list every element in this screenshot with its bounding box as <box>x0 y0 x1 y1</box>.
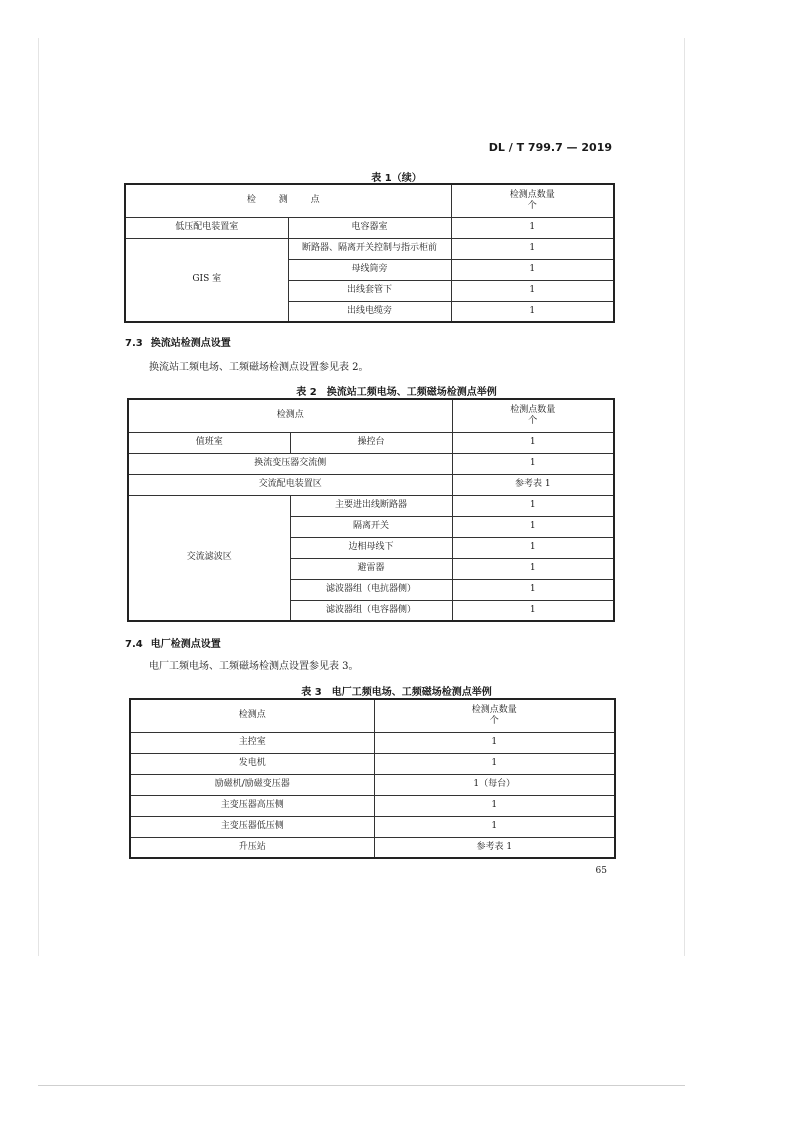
table-row <box>128 474 614 495</box>
table1-count: 1 <box>451 301 614 322</box>
table2-count: 1 <box>452 453 614 474</box>
table2-header-row <box>128 399 614 432</box>
table1-group-lowvoltage: 低压配电装置室 <box>125 217 288 238</box>
table2-count: 1 <box>452 558 614 579</box>
table2-count: 参考表 1 <box>452 474 614 495</box>
page-bottom-line <box>38 1085 685 1086</box>
table3-item: 发电机 <box>130 753 374 774</box>
table2-item: 隔离开关 <box>290 516 452 537</box>
table3-item: 励磁机/励磁变压器 <box>130 774 374 795</box>
table3 <box>129 698 616 859</box>
section-7-4-heading <box>125 635 221 650</box>
table3-item: 主变压器高压侧 <box>130 795 374 816</box>
table3-header-count: 检测点数量 个 <box>374 699 615 732</box>
table2-header-count: 检测点数量 个 <box>452 399 614 432</box>
section-number: 7.3 <box>125 338 143 349</box>
table1-item: 出线套管下 <box>288 280 451 301</box>
table3-caption: 表 3 电厂工频电场、工频磁场检测点举例 <box>301 687 492 698</box>
table-row <box>130 753 615 774</box>
table3-item: 升压站 <box>130 837 374 858</box>
table3-count: 1（每台） <box>374 774 615 795</box>
section-number: 7.4 <box>125 639 143 650</box>
table3-count: 1 <box>374 795 615 816</box>
table3-count: 1 <box>374 816 615 837</box>
page-number: 65 <box>595 866 607 876</box>
table-row <box>130 795 615 816</box>
table2-item: 换流变压器交流侧 <box>128 453 452 474</box>
section-7-4-paragraph: 电厂工频电场、工频磁场检测点设置参见表 3。 <box>149 661 359 672</box>
table1-count: 1 <box>451 259 614 280</box>
table3-header-point: 检测点 <box>130 699 374 732</box>
table2-count: 1 <box>452 516 614 537</box>
table1-count: 1 <box>451 280 614 301</box>
table1-group-gis: GIS 室 <box>125 238 288 322</box>
table1-header-row <box>125 184 614 217</box>
table2-caption: 表 2 换流站工频电场、工频磁场检测点举例 <box>296 387 497 398</box>
table1 <box>124 183 615 323</box>
table3-count: 参考表 1 <box>374 837 615 858</box>
document-code: DL / T 799.7 — 2019 <box>488 141 612 154</box>
table2-item: 滤波器组（电抗器侧） <box>290 579 452 600</box>
table-row <box>130 732 615 753</box>
section-7-3-paragraph: 换流站工频电场、工频磁场检测点设置参见表 2。 <box>149 362 369 373</box>
table-row <box>128 495 614 516</box>
table3-header-row <box>130 699 615 732</box>
table2-item: 边相母线下 <box>290 537 452 558</box>
table-row <box>125 238 614 259</box>
table-row <box>125 217 614 238</box>
table2-header-point: 检测点 <box>128 399 452 432</box>
table2-group-ac-filter: 交流滤波区 <box>128 495 290 621</box>
table1-item: 母线筒旁 <box>288 259 451 280</box>
table-row <box>128 432 614 453</box>
table1-header-point: 检 测 点 <box>125 184 451 217</box>
table2-item: 主要进出线断路器 <box>290 495 452 516</box>
table2-item: 操控台 <box>290 432 452 453</box>
table2-count: 1 <box>452 432 614 453</box>
table1-item: 电容器室 <box>288 217 451 238</box>
table-row <box>128 453 614 474</box>
table1-item: 断路器、隔离开关控制与指示柜前 <box>288 238 451 259</box>
section-7-3-heading <box>125 334 231 349</box>
table-row <box>130 774 615 795</box>
table2-item: 避雷器 <box>290 558 452 579</box>
table2-group-duty-room: 值班室 <box>128 432 290 453</box>
table2-count: 1 <box>452 600 614 621</box>
table1-count: 1 <box>451 217 614 238</box>
table2-count: 1 <box>452 537 614 558</box>
table2-item: 滤波器组（电容器侧） <box>290 600 452 621</box>
section-title: 电厂检测点设置 <box>150 639 221 650</box>
table1-header-count: 检测点数量 个 <box>451 184 614 217</box>
table2-item: 交流配电装置区 <box>128 474 452 495</box>
table1-count: 1 <box>451 238 614 259</box>
table2 <box>127 398 615 622</box>
table2-count: 1 <box>452 579 614 600</box>
table3-item: 主变压器低压侧 <box>130 816 374 837</box>
section-title: 换流站检测点设置 <box>150 338 231 349</box>
table-row <box>130 837 615 858</box>
table-row <box>130 816 615 837</box>
table1-item: 出线电缆旁 <box>288 301 451 322</box>
table3-count: 1 <box>374 753 615 774</box>
table3-item: 主控室 <box>130 732 374 753</box>
table2-count: 1 <box>452 495 614 516</box>
table1-caption: 表 1（续） <box>371 173 422 184</box>
table3-count: 1 <box>374 732 615 753</box>
